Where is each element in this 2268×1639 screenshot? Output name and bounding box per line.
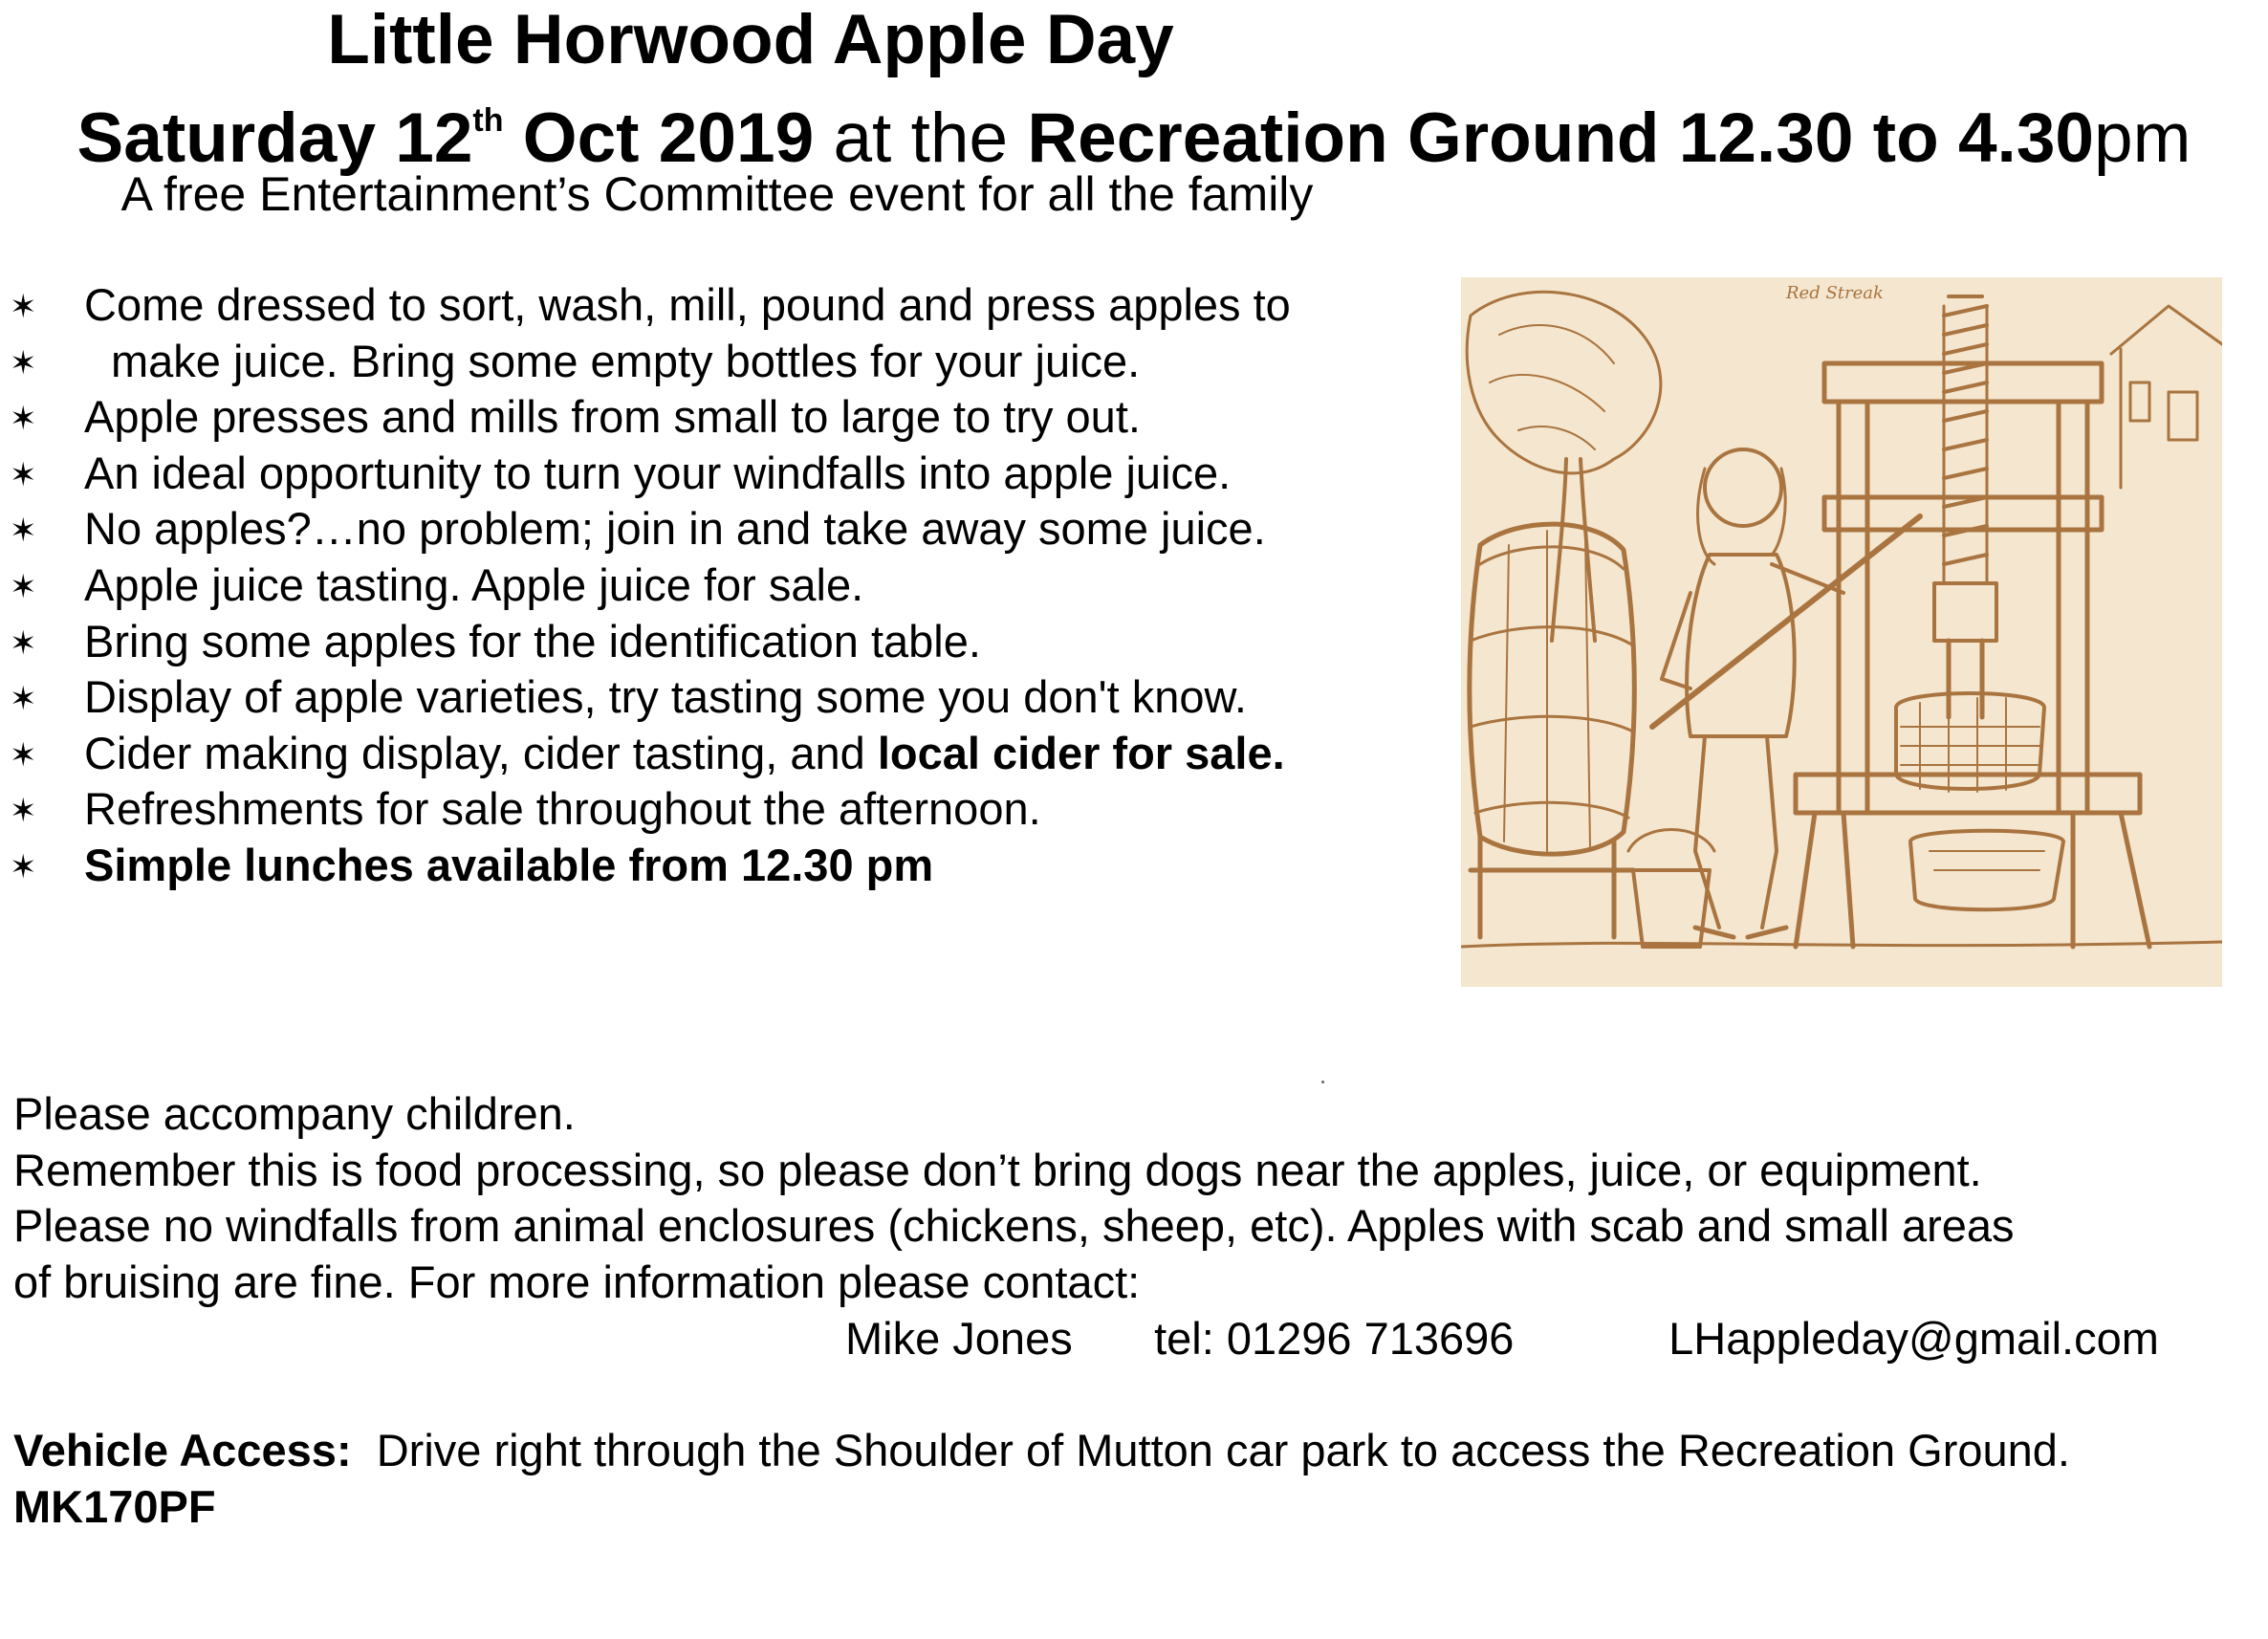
note-contact-intro: of bruising are fine. For more information please contact: [13,1256,1141,1307]
star-bullet-icon: ✶ [10,401,37,438]
contact-line [845,1310,2159,1367]
event-date: Saturday 12 [76,99,473,177]
page-title: Little Horwood Apple Day [327,1,1174,78]
star-bullet-icon: ✶ [10,344,37,382]
list-item-bold-text: Simple lunches available from 12.30 pm [84,839,934,890]
date-ordinal: th [472,102,504,139]
illustration-caption: Red Streak [1786,283,1884,303]
note-children: Please accompany children. [13,1088,576,1139]
list-item-bold-text: local cider for sale. [877,727,1285,778]
star-bullet-icon: ✶ [10,736,37,774]
cider-press-illustration [1461,277,2222,987]
star-bullet-icon: ✶ [10,848,37,885]
list-item [0,669,1434,726]
activity-list [0,277,1434,894]
list-item-text: Display of apple varieties, try tasting some you don't know. [84,671,1247,723]
contact-email: LHappleday@gmail.com [1668,1313,2159,1364]
vehicle-access [13,1423,2260,1535]
star-bullet-icon: ✶ [10,568,37,605]
list-item [0,726,1434,782]
tagline: A free Entertainment’s Committee event for all the family [120,167,1314,221]
vehicle-access-label: Vehicle Access: [13,1425,352,1475]
list-item [0,446,1434,502]
list-item [0,781,1434,838]
star-bullet-icon: ✶ [10,793,37,830]
note-windfalls: Please no windfalls from animal enclosures (chickens, sheep, etc). Apples with scab and small areas [13,1200,2015,1252]
list-item-text: Bring some apples for the identification table. [84,615,981,667]
event-month-year: Oct 2019 [503,99,815,177]
pm-text: pm [2094,99,2192,177]
note-dogs: Remember this is food processing, so please don’t bring dogs near the apples, juice, or equipment. [13,1144,1982,1195]
list-item [0,614,1434,670]
contact-name: Mike Jones [845,1313,1073,1364]
list-item-text: Cider making display, cider tasting, and [84,727,878,778]
list-item-text: No apples?…no problem; join in and take away some juice. [84,503,1266,555]
list-item [0,557,1434,614]
list-item [0,389,1434,446]
list-item-text: Apple juice tasting. Apple juice for sale. [84,558,864,610]
postcode: MK170PF [13,1480,216,1532]
venue-time: Recreation Ground 12.30 to 4.30 [1027,99,2095,177]
at-the-text: at the [814,99,1028,177]
list-item [0,277,1434,334]
list-item-text: make juice. Bring some empty bottles for your juice. [111,335,1141,386]
list-item [0,501,1434,557]
list-item-text: Apple presses and mills from small to large to try out. [84,391,1141,443]
star-bullet-icon: ✶ [10,456,37,493]
list-item [0,334,1434,390]
vehicle-access-text: Drive right through the Shoulder of Mutton car park to access the Recreation Ground. [351,1425,2070,1475]
list-item [0,838,1434,894]
notes-paragraph [13,1086,2251,1310]
list-item-text: Come dressed to sort, wash, mill, pound and press apples to [84,279,1291,330]
list-item-text: An ideal opportunity to turn your windfalls into apple juice. [84,447,1232,498]
star-bullet-icon: ✶ [10,681,37,718]
contact-phone: tel: 01296 713696 [1154,1313,1515,1364]
stray-mark [1321,1081,1324,1083]
list-item-text: Refreshments for sale throughout the afternoon. [84,783,1041,835]
star-bullet-icon: ✶ [10,513,37,550]
star-bullet-icon: ✶ [10,624,37,662]
star-bullet-icon: ✶ [10,289,37,325]
